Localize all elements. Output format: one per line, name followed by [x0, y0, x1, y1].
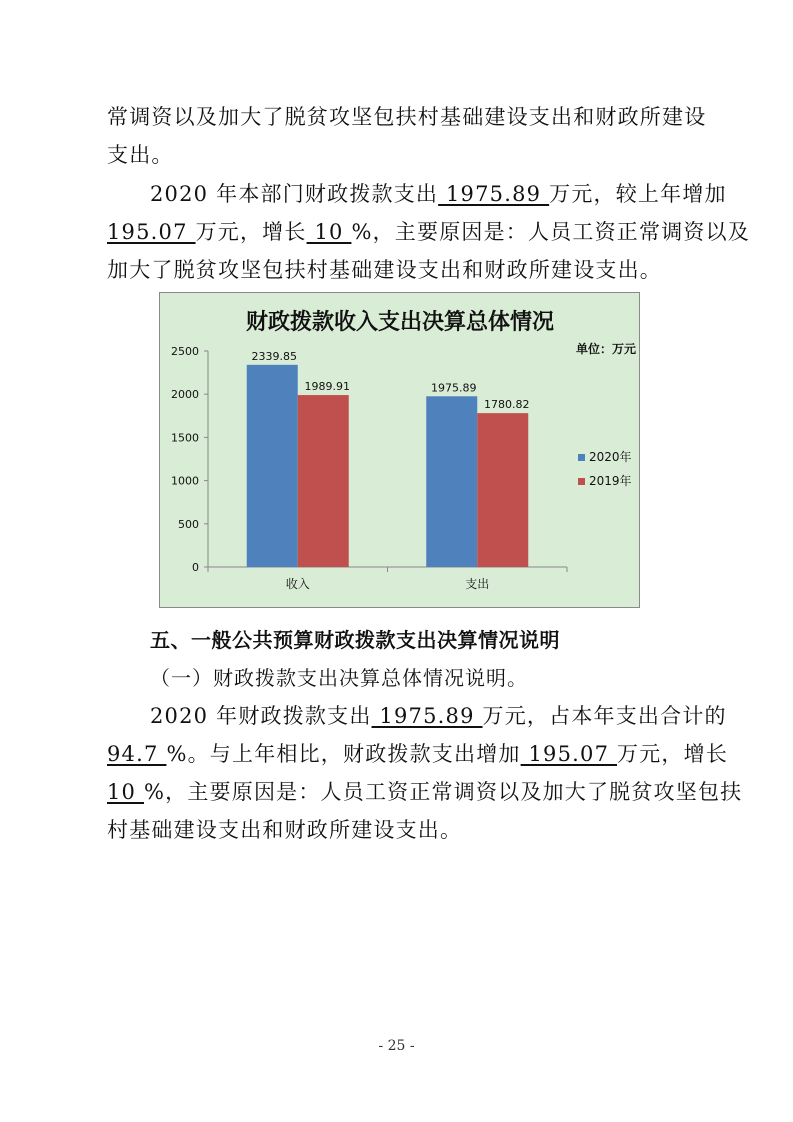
y-tick-label: 2500 [171, 345, 199, 358]
unit-label: 单位：万元 [575, 342, 636, 356]
underlined-value: 1975.89 [438, 182, 550, 206]
paragraph3-line2 [107, 740, 728, 768]
chart-title: 财政拨款收入支出决算总体情况 [245, 310, 555, 335]
paragraph3-line4: 村基础建设支出和财政所建设支出。 [107, 818, 463, 842]
bar [477, 413, 528, 567]
x-tick-label: 支出 [465, 577, 490, 591]
text-run: 2020 年本部门财政拨款支出 [150, 182, 439, 206]
paragraph3-line1 [150, 702, 727, 730]
data-label: 1975.89 [431, 381, 477, 395]
legend-swatch [578, 454, 585, 461]
y-tick-label: 1500 [171, 431, 199, 445]
paragraph2-line1 [150, 180, 727, 208]
x-tick-label: 收入 [285, 577, 310, 591]
y-tick-label: 0 [192, 561, 199, 574]
chart-svg [160, 293, 639, 607]
paragraph2-line3: 加大了脱贫攻坚包扶村基础建设支出和财政所建设支出。 [107, 258, 662, 282]
y-tick-label: 1000 [171, 474, 199, 488]
text-run: %，主要原因是：人员工资正常调资以及加大了脱贫攻坚包扶 [144, 780, 743, 804]
text-run: 2020 年财政拨款支出 [150, 704, 372, 728]
underlined-value: 195.07 [107, 220, 196, 244]
underlined-value: 94.7 [107, 742, 167, 766]
text-run: %，主要原因是：人员工资正常调资以及 [351, 220, 750, 244]
underlined-value: 1975.89 [371, 704, 483, 728]
page-number: - 25 - [378, 1038, 415, 1054]
underlined-value: 195.07 [520, 742, 618, 766]
text-run: 万元，占本年支出合计的 [482, 704, 727, 728]
paragraph1-line1: 常调资以及加大了脱贫攻坚包扶村基础建设支出和财政所建设 [107, 105, 707, 129]
bar [247, 365, 298, 567]
data-label: 1780.82 [484, 398, 530, 412]
underlined-value: 10 [306, 220, 352, 244]
data-label: 2339.85 [251, 349, 297, 363]
text-run: 万元，增长 [617, 742, 729, 766]
legend-label: 2019年 [589, 474, 632, 488]
section-heading: 五、一般公共预算财政拨款支出决算情况说明 [150, 628, 560, 652]
legend-label: 2020年 [589, 450, 632, 464]
legend-swatch [578, 478, 585, 485]
underlined-value: 10 [107, 780, 144, 804]
bar [298, 395, 349, 567]
paragraph3-line3 [107, 778, 742, 806]
paragraph2-line2 [107, 218, 750, 246]
bar-chart [159, 292, 640, 608]
data-label: 1989.91 [304, 380, 350, 394]
text-run: 万元，增长 [195, 220, 307, 244]
bar [426, 396, 477, 567]
y-tick-label: 500 [178, 517, 199, 531]
subsection-heading: （一）财政拨款支出决算总体情况说明。 [150, 666, 528, 690]
text-run: %。与上年相比，财政拨款支出增加 [166, 742, 521, 766]
paragraph1-line2: 支出。 [107, 143, 174, 167]
y-tick-label: 2000 [171, 388, 199, 402]
text-run: 万元，较上年增加 [549, 182, 727, 206]
